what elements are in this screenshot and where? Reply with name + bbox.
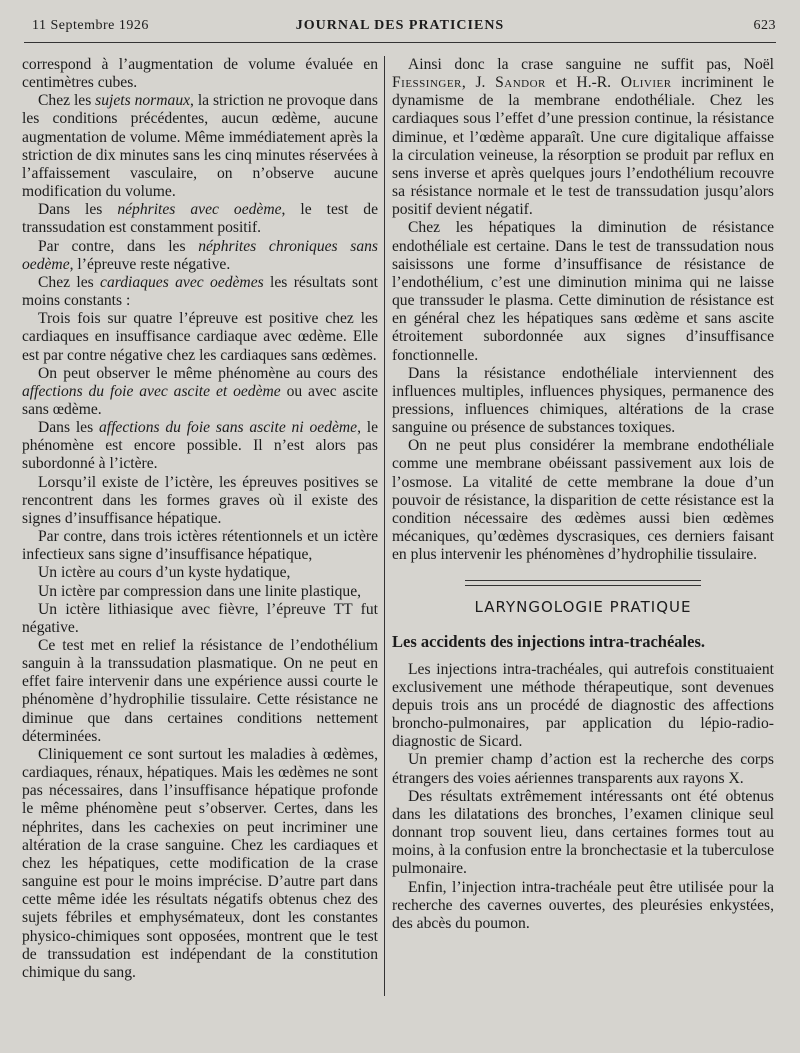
paragraph: Lorsqu’il existe de l’ictère, les épreuves positives se rencontrent dans les formes graves où il existe des signes d’insuffisance hépatique. xyxy=(22,473,378,527)
paragraph: Des résultats extrêmement intéressants ont été obtenus dans les dilatations des bronches, l’examen clinique seul donnant trop souvent lieu, dans certaines formes tout au moins, à la confusion entre la bronchectasie et la tuberculose pulmonaire. xyxy=(392,787,774,878)
paragraph: Dans les néphrites avec oedème, le test de transsudation est constamment positif. xyxy=(22,201,378,237)
paragraph: On ne peut plus considérer la membrane endothéliale comme une membrane obéissant passivement aux lois de l’osmose. La vitalité de cette membrane la doue d’un pouvoir de résistance, la disparition de cette résistance est la condition nécessaire des œdèmes aussi bien œdèmes mécaniques, qu’œdèmes dyscrasiques, ces derniers faisant en plus intervenir les phénomènes d’hydrophilie tissulaire. xyxy=(392,437,774,564)
header-journal-title: JOURNAL DES PRATICIENS xyxy=(295,18,505,33)
paragraph: Dans la résistance endothéliale interviennent des influences multiples, influences physiques, permanence des pressions, influences chimiques, altérations de la crase sanguine ou présence de substances toxiques. xyxy=(392,364,774,437)
paragraph: Chez les sujets normaux, la striction ne provoque dans les conditions précédentes, aucun œdème, aucune augmentation de volume. Même immédiatement après la striction de dix minutes sans les cinq minutes réservées à l’affaissement vasculaire, on n’observe aucune modification du volume. xyxy=(22,92,378,201)
paragraph: Chez les hépatiques la diminution de résistance endothéliale est certaine. Dans le test de transsudation nous saisissons une forme d’insuffisance de résistance de l’endothélium, c’est une diminution minima qui ne laisse que transsuder le plasma. Cette diminution de résistance est en général chez les hépatiques sans œdème et sans ascite étroitement subordonnée aux signes d’insuffisance fonctionnelle. xyxy=(392,219,774,364)
left-column xyxy=(22,56,378,982)
paragraph: Cliniquement ce sont surtout les maladies à œdèmes, cardiaques, rénaux, hépatiques. Mais les œdèmes ne sont pas nécessaires, dans l’insuffisance hépatique profonde le même phénomène peut s’observer. Certes, dans les néphrites, dans les cachexies on peut incriminer une altération de la crase sanguine. Chez les cardiaques et chez les hépatiques, cette modification de la crase sanguine est pour le moins imprécise. D’autre part dans cette même idée les résultats négatifs obtenus chez des sujets fébriles et emphysémateux, dont les constantes physico-chimiques sont opposées, montrent que le test de transsudation est indépendant de la constitution chimique du sang. xyxy=(22,745,378,981)
paragraph: Par contre, dans trois ictères rétentionnels et un ictère infectieux sans signe d’insuffisance hépatique, xyxy=(22,528,378,564)
header-page-number: 623 xyxy=(753,18,776,33)
paragraph: correspond à l’augmentation de volume évaluée en centimètres cubes. xyxy=(22,56,378,92)
header-rule xyxy=(24,42,776,43)
paragraph: Ainsi donc la crase sanguine ne suffit pas, Noël Fiessinger, J. Sandor et H.-R. Olivier incriminent le dynamisme de la membrane endothéliale. Chez les cardiaques sous l’effet d’une pression continue, la résistance diminue, et l’œdème apparaît. Une cure digitalique affaisse la circulation veineuse, la résorption se produit par reflux en sens inverse et après quelques jours l’endothélium recouvre sa résistance normale et le test de transsudation jusqu’alors positif devient négatif. xyxy=(392,56,774,219)
paragraph: On peut observer le même phénomène au cours des affections du foie avec ascite et oedème ou avec ascite sans œdème. xyxy=(22,364,378,418)
paragraph: Un ictère au cours d’un kyste hydatique, xyxy=(38,564,291,582)
paragraph: Les injections intra-trachéales, qui autrefois constituaient exclusivement une méthode thérapeutique, sont devenues depuis trois ans un procédé de diagnostic des affections broncho-pulmonaires, par application du lépio-radio-diagnostic de Sicard. xyxy=(392,660,774,751)
paragraph: Trois fois sur quatre l’épreuve est positive chez les cardiaques en insuffisance cardiaque avec œdème. Elle est par contre négative chez les cardiaques sans œdèmes. xyxy=(22,310,378,364)
header-date: 11 Septembre 1926 xyxy=(32,18,149,33)
paragraph: Dans les affections du foie sans ascite ni oedème, le phénomène est encore possible. Il n’est alors pas subordonné à l’ictère. xyxy=(22,419,378,473)
section-title: LARYNGOLOGIE PRATIQUE xyxy=(474,598,692,617)
paragraph: Un premier champ d’action est la recherche des corps étrangers des voies aériennes transparents aux rayons X. xyxy=(392,751,774,787)
paragraph: Chez les cardiaques avec oedèmes les résultats sont moins constants : xyxy=(22,273,379,310)
author-name: Olivier xyxy=(620,74,672,92)
author-name: Sandor xyxy=(495,74,546,92)
section-rule xyxy=(465,580,701,586)
paragraph: Un ictère par compression dans une linite plastique, xyxy=(38,582,362,600)
right-column xyxy=(392,56,774,933)
author-name: Fiessinger xyxy=(392,74,462,92)
page-header xyxy=(24,18,776,38)
column-divider xyxy=(384,56,385,996)
paragraph: Un ictère lithiasique avec fièvre, l’épreuve TT fut négative. xyxy=(22,600,378,636)
paragraph: Par contre, dans les néphrites chroniques sans oedème, l’épreuve reste négative. xyxy=(22,237,379,273)
paragraph: Ce test met en relief la résistance de l’endothélium sanguin à la transsudation plasmatique. On ne peut en effet faire intervenir dans une expérience aussi courte le phénomène d’hydrophilie tissulaire. Cette résistance ne diminue que dans certaines conditions nettement déterminées. xyxy=(22,637,378,745)
paragraph: Enfin, l’injection intra-trachéale peut être utilisée pour la recherche des cavernes ouvertes, des pleurésies enkystées, des abcès du poumon. xyxy=(392,878,774,932)
article-title: Les accidents des injections intra-trachéales. xyxy=(392,631,705,651)
